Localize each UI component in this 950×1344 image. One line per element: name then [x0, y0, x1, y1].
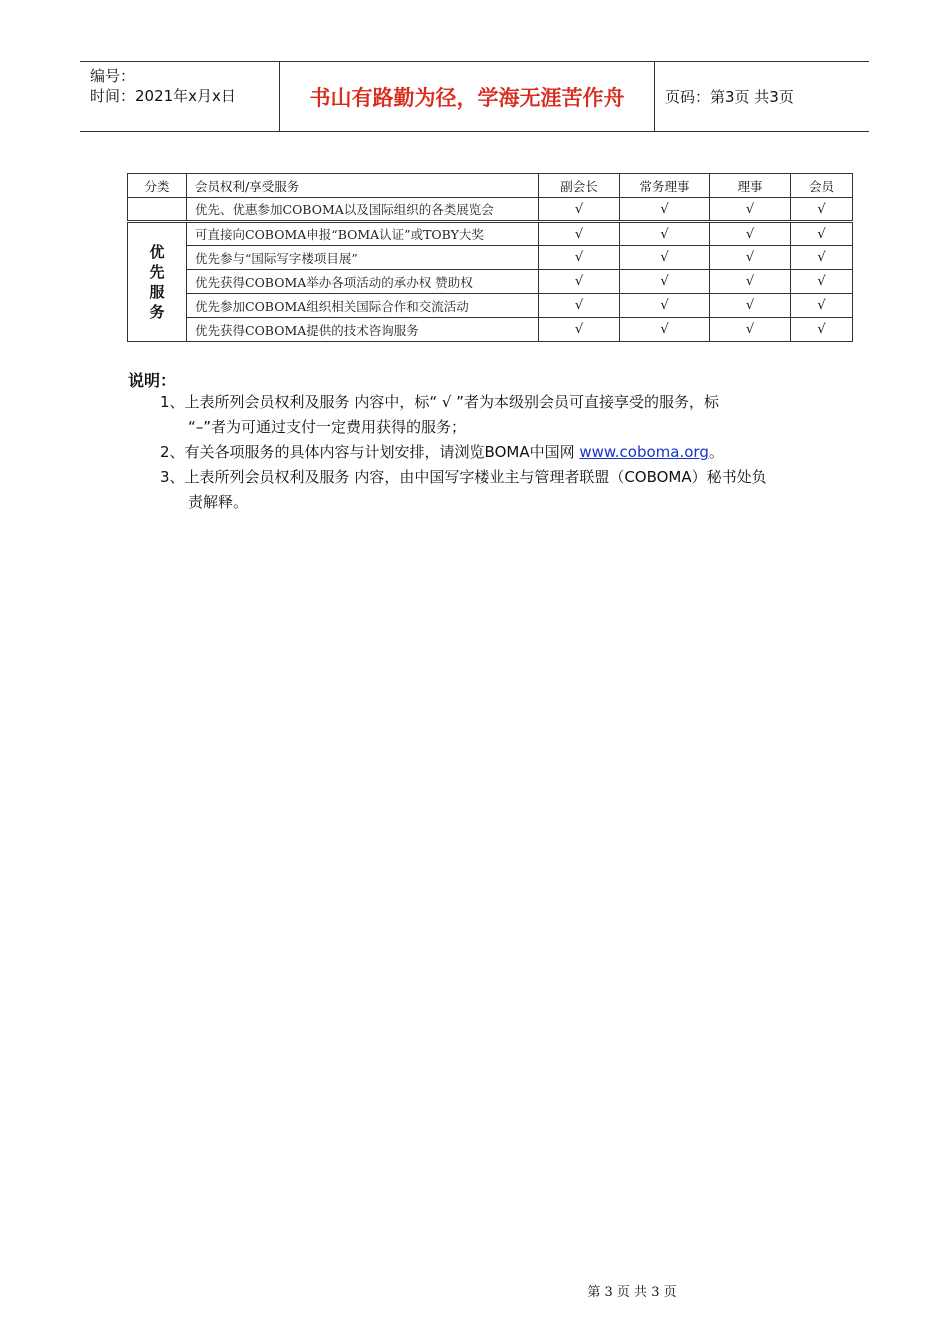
header-member: 会员: [791, 174, 853, 198]
check-mark: √: [620, 198, 710, 222]
table-row: [128, 246, 853, 270]
check-mark: √: [539, 246, 620, 270]
table-row: [128, 318, 853, 342]
category-char: 优: [149, 243, 165, 261]
check-mark: √: [791, 318, 853, 342]
service-cell: 优先获得COBOMA举办各项活动的承办权 赞助权: [187, 270, 539, 294]
note-2-end: 。: [708, 443, 724, 461]
category-priority-service: [128, 222, 187, 342]
page-info: 页码：第3页 共3页: [665, 88, 794, 106]
page-header: [80, 61, 869, 132]
header-meta: [80, 62, 280, 131]
service-cell: 优先参与“国际写字楼项目展”: [187, 246, 539, 270]
table-header-row: [128, 174, 853, 198]
check-mark: √: [620, 222, 710, 246]
check-mark: √: [620, 270, 710, 294]
table-row: [128, 222, 853, 246]
check-mark: √: [710, 246, 791, 270]
check-mark: √: [710, 222, 791, 246]
service-cell: 优先获得COBOMA提供的技术咨询服务: [187, 318, 539, 342]
check-mark: √: [791, 222, 853, 246]
notes-title: 说明：: [128, 371, 177, 390]
table-row: [128, 294, 853, 318]
header-executive-director: 常务理事: [620, 174, 710, 198]
check-mark: √: [710, 318, 791, 342]
check-mark: √: [539, 222, 620, 246]
header-vice-president: 副会长: [539, 174, 620, 198]
boma-website-link[interactable]: www.coboma.org: [579, 443, 709, 461]
check-mark: √: [539, 198, 620, 222]
note-1-line-2: “–”者为可通过支付一定费用获得的服务；: [188, 418, 467, 436]
check-mark: √: [620, 246, 710, 270]
note-1-line-1: 1、上表所列会员权利及服务 内容中，标“ √ ”者为本级别会员可直接享受的服务，标: [160, 393, 719, 411]
time-label: 时间：2021年x月x日: [90, 87, 236, 105]
header-category: 分类: [128, 174, 187, 198]
category-char: 先: [149, 263, 165, 281]
check-mark: √: [710, 198, 791, 222]
check-mark: √: [710, 270, 791, 294]
check-mark: √: [791, 246, 853, 270]
privileges-table: [127, 173, 853, 342]
table-row: [128, 198, 853, 222]
header-director: 理事: [710, 174, 791, 198]
note-3-line-1: 3、上表所列会员权利及服务 内容，由中国写字楼业主与管理者联盟（COBOMA）秘书处负: [160, 468, 767, 486]
page-footer: 第 3 页 共 3 页: [587, 1285, 677, 1300]
check-mark: √: [791, 198, 853, 222]
note-2-text: 2、有关各项服务的具体内容与计划安排，请浏览BOMA中国网: [160, 443, 580, 461]
service-cell: 优先、优惠参加COBOMA以及国际组织的各类展览会: [187, 198, 539, 222]
check-mark: √: [539, 294, 620, 318]
category-char: 务: [149, 303, 165, 321]
number-label: 编号：: [90, 67, 136, 85]
note-3: [160, 465, 830, 515]
check-mark: √: [791, 294, 853, 318]
category-char: 服: [149, 283, 165, 301]
header-service: 会员权利/享受服务: [187, 174, 539, 198]
check-mark: √: [539, 270, 620, 294]
note-2: [160, 440, 830, 465]
service-cell: 可直接向COBOMA申报“BOMA认证”或TOBY大奖: [187, 222, 539, 246]
check-mark: √: [710, 294, 791, 318]
note-3-line-2: 责解释。: [188, 493, 249, 511]
note-1: [160, 390, 830, 440]
check-mark: √: [620, 318, 710, 342]
check-mark: √: [791, 270, 853, 294]
check-mark: √: [539, 318, 620, 342]
header-motto: 书山有路勤为径，学海无涯苦作舟: [280, 62, 655, 131]
check-mark: √: [620, 294, 710, 318]
service-cell: 优先参加COBOMA组织相关国际合作和交流活动: [187, 294, 539, 318]
table-row: [128, 270, 853, 294]
empty-category-cell: [128, 198, 187, 222]
